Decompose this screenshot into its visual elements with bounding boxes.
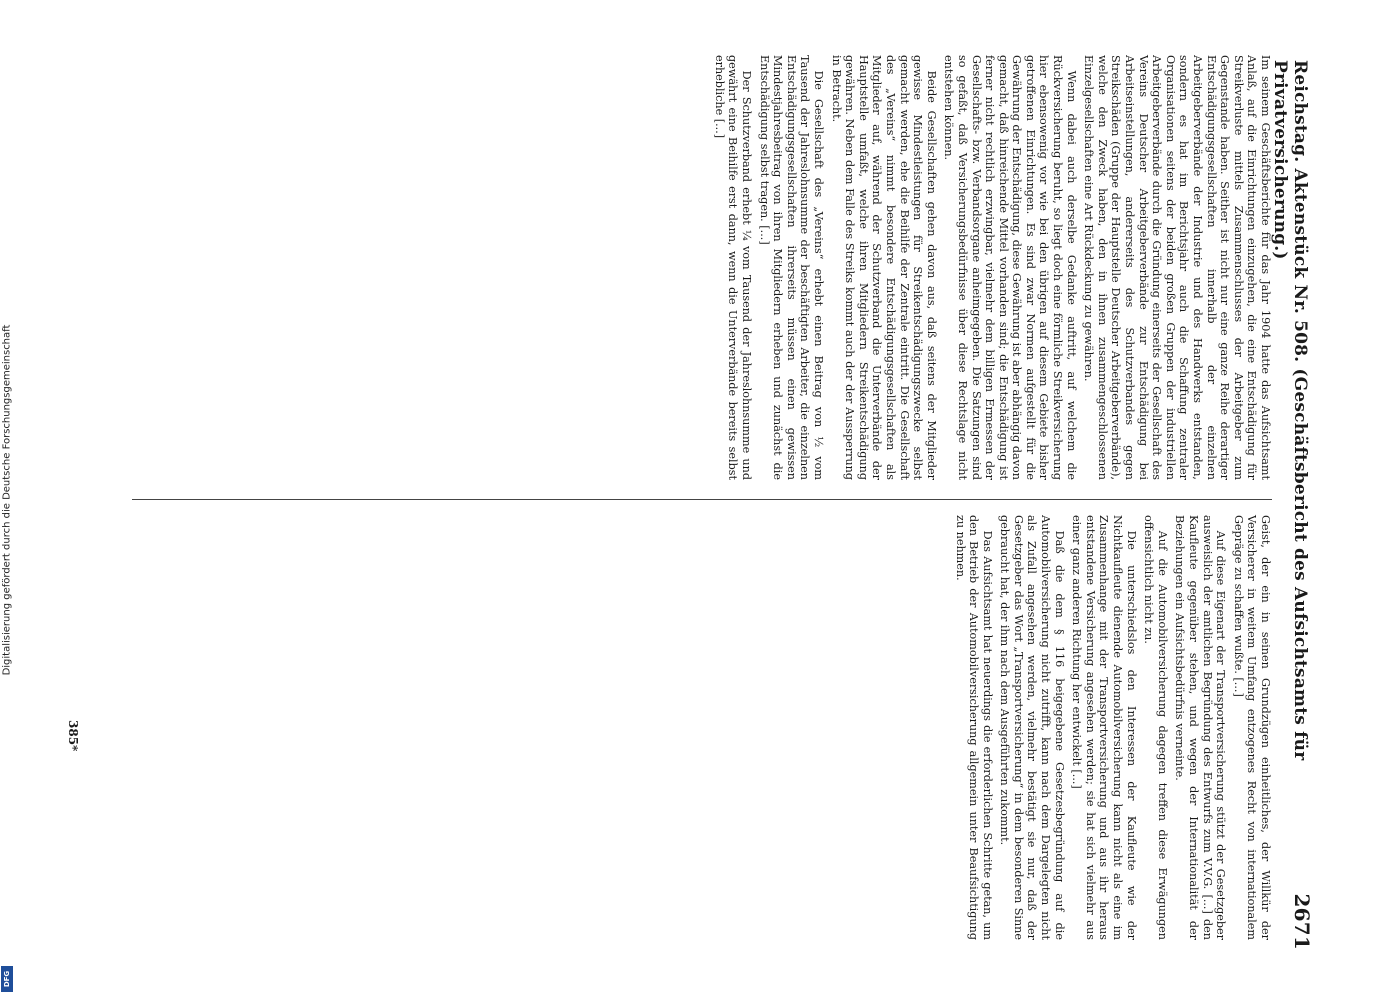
paragraph: Auf die Automobilversicherung dagegen treffen diese Erwägungen offensichtlich nicht zu. xyxy=(1141,515,1169,940)
page-header xyxy=(1270,60,1314,950)
paragraph: Die unterschiedslos den Interessen der Kaufleute wie der Nichtkaufleute dienende Automobilversicherung kann nicht als eine im Zusammenhange mit der Transportversicherung und aus ihr heraus entstandene Versicherung angesehen werden; sie hat sich vielmehr aus einer ganz anderen Richtung her entwickelt [...] xyxy=(1069,515,1138,940)
paragraph: Geist, der ein in seinen Grundzügen einheitliches, der Willkür der Versicherer in weitem Umfang entzogenes Recht von internationalem Gepräge zu schaffen wußte. [...] xyxy=(1231,515,1272,940)
column-divider xyxy=(132,499,1272,500)
paragraph: Daß die dem § 116 beigegebene Gesetzesbegründung auf die Automobilversicherung nicht zutrifft, kann nach dem Dargelegten nicht als Zufall angesehen werden, vielmehr bestätigt sie nur, daß der Gesetzgeber das Wort „Transportversicherung“ in dem besonderen Sinne gebraucht hat, der ihm nach dem Ausgeführten zukommt. xyxy=(997,515,1066,940)
paragraph: Wenn dabei auch derselbe Gedanke auftritt, auf welchem die Rückversicherung beruht, so liegt doch eine förmliche Streikversicherung hier ebensowenig vor wie bei den übrigen auf diesem Gebiete bisher getroffenen Einrichtungen. Es sind zwar Normen aufgestellt für die Gewährung der Entschädigung, diese Gewährung ist aber abhängig davon gemacht, daß hinreichende Mittel vorhanden sind; die Entschädigung ist ferner nicht rechtlich erzwingbar, vielmehr dem billigen Ermessen der Gesellschafts- bzw. Verbandsorgane anheimgegeben. Die Satzungen sind so gefaßt, daß Versicherungsbedürfnisse über diese Rechtslage nicht entstehen können. xyxy=(941,55,1078,480)
paragraph: Die Gesellschaft des „Vereins“ erhebt einen Beitrag von ½ vom Tausend der Jahreslohnsumme der beschäftigten Arbeiter, die einzelnen Entschädigungsgesellschaften ihrerseits müssen einen gewissen Mindestjahresbeitrag von ihren Mitgliedern erheben und zunächst die Entschädigung selbst tragen. [...] xyxy=(757,55,825,480)
page-title: Reichstag. Aktenstück Nr. 508. (Geschäftsbericht des Aufsichtsamts für Privatversicherung.) xyxy=(1269,60,1310,761)
paragraph: Auf diese Eigenart der Transportversicherung stützt der Gesetzgeber ausweislich der amtlichen Begründung des Entwurfs zum V.V.G. [...] den Kaufleute gegenüber stehen, und wegen der Internationalität der Beziehungen ein Aufsichtsbedürfnis verneinte. xyxy=(1172,515,1227,940)
rotated-document-page xyxy=(52,20,1332,980)
paragraph: Im seinem Geschäftsberichte für das Jahr 1904 hatte das Aufsichtsamt Anlaß, auf die Einrichtungen einzugehen, die eine Entschädigung für Streikverluste mittels Zusammenschlusses der Arbeitgeber zum Gegenstande haben. Seither ist nicht nur eine ganze Reihe derartiger Entschädigungsgesellschaften innerhalb der einzelnen Arbeitgeberverbände der Industrie und des Handwerks entstanden, sondern es hat im Berichtsjahr auch die Schaffung zentraler Organisationen seitens der beiden großen Gruppen der industriellen Arbeitgeberverbände durch die Gründung einerseits der Gesellschaft des Vereins Deutscher Arbeitgeberverbände zur Entschädigung bei Arbeitseinstellungen, andererseits des Schutzverbandes gegen Streikschäden (Gruppe der Hauptstelle Deutscher Arbeitgeberverbände), welche den Zweck haben, den in ihnen zusammengeschlossenen Einzelgesellschaften eine Art Rückdeckung zu gewähren. xyxy=(1081,55,1272,480)
text-column-right xyxy=(92,515,1272,940)
digitization-credit-text: Digitalisierung gefördert durch die Deutsche Forschungsgemeinschaft xyxy=(1,324,13,676)
paragraph: Der Schutzverband erhebt ¼ vom Tausend der Jahreslohnsumme und gewährt eine Beihilfe erst dann, wenn die Unterverbände bereits selbst erhebliche [...] xyxy=(712,55,753,480)
dfg-logo-text: DFG xyxy=(3,970,11,988)
text-column-left xyxy=(92,55,1272,480)
sheet-signature: 385* xyxy=(65,720,80,752)
page-number: 2671 xyxy=(1289,893,1314,950)
digitization-credit xyxy=(0,0,14,1000)
paragraph: Das Aufsichtsamt hat neuerdings die erforderlichen Schritte getan, um den Betrieb der Automobilversicherung allgemein unter Beaufsichtigung zu nehmen. xyxy=(953,515,994,940)
paragraph: Beide Gesellschaften gehen davon aus, daß seitens der Mitglieder gewisse Mindestleistungen für Streikentschädigungszwecke selbst gemacht werden, ehe die Beihilfe der Zentrale eintritt. Die Gesellschaft des „Vereins“ nimmt besondere Entschädigungsgesellschaften als Mitglieder auf, während der Schutzverband die Unterverbände der Hauptstelle umfaßt, welche ihren Mitgliedern Streikentschädigung gewähren. Neben dem Falle des Streiks kommt auch der der Aussperrung in Betracht. xyxy=(829,55,938,480)
dfg-logo-icon xyxy=(1,966,13,992)
